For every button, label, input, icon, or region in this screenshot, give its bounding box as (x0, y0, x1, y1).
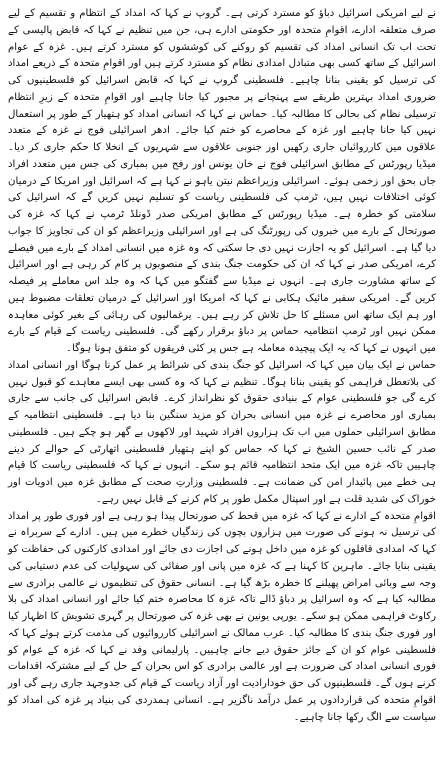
article-paragraph-1: نے لیے امریکی اسرائیل دباؤ کو مسترد کرتی ہے۔ گروپ نے کہا کہ امداد کے انتظام و تقسیم کے لیے صرف متعلقہ ادارے، اقوامِ متحدہ اور حکومتی ادارے ہی، جن میں تنظیم نے کہا کہ قابض پالیسی کے تحت اب تک انسانی امداد کی تقسیم کو روکنے کی کوششوں کو مسترد کرتے ہیں۔ غزہ کے عوام اسرائیل کے ساتھ کسی بھی متبادل امدادی نظام کو مسترد کرتے ہیں اور اقوامِ متحدہ کے ذریعے امداد کی ترسیل کو یقینی بنانا چاہیے۔ فلسطینی گروپ نے کہا کہ قابض اسرائیل کو فلسطینیوں کی ضروری امداد بہترین طریقے سے پہنچانے پر مجبور کیا جانا چاہیے اور اقوامِ متحدہ کے زیرِ انتظام ترسیلی نظام کی بحالی کا مطالبہ کیا۔ حماس نے کہا کہ انسانی امداد کو ہتھیار کے طور پر استعمال نہیں کیا جانا چاہیے اور غزہ کے محاصرے کو ختم کیا جائے۔ ادھر اسرائیلی فوج نے غزہ کے متعدد علاقوں میں کارروائیاں جاری رکھیں اور جنوبی علاقوں سے شہریوں کے انخلا کا حکم جاری کر دیا۔ میڈیا رپورٹس کے مطابق اسرائیلی فوج نے خان یونس اور رفح میں بمباری کی جس میں متعدد افراد جاں بحق اور زخمی ہوئے۔ اسرائیلی وزیراعظم نیتن یاہو نے کہا ہے کہ اسرائیل اور امریکا کے درمیان کوئی اختلافات نہیں ہیں، ٹرمپ کی فلسطینی ریاست کو تسلیم نہیں کریں گے کہ اسرائیل کی سلامتی کو خطرہ ہے۔ میڈیا رپورٹس کے مطابق امریکی صدر ڈونلڈ ٹرمپ نے کہا کہ غزہ کی صورتحال کے بارے میں خبروں کی رپورٹنگ کی ہے اور اسرائیلی وزیراعظم کو ان کی تجاویز کا جواب دیا گیا ہے۔ اسرائیل کو یہ اجازت نہیں دی جا سکتی کہ وہ غزہ میں انسانی امداد کے بارے میں فیصلے کرے، امریکی صدر نے کہا کہ ان کی حکومت جنگ بندی کے منصوبوں پر کام کر رہی ہے اور اسرائیل کے ساتھ مشاورت جاری ہے۔ انہوں نے میڈیا سے گفتگو میں کہا کہ وہ جلد اس معاملے پر فیصلہ کریں گے۔ امریکی سفیر مائیک ہکابی نے کہا کہ امریکا اور اسرائیل کے درمیان تعلقات مضبوط ہیں اور ہم ایک ساتھ اس مسئلے کا حل تلاش کر رہے ہیں۔ یرغمالیوں کی رہائی کے بغیر کوئی معاہدہ ممکن نہیں اور ٹرمپ انتظامیہ حماس پر دباؤ برقرار رکھے گی۔ فلسطینی ریاست کے قیام کے بارے میں انہوں نے کہا کہ یہ ایک پیچیدہ معاملہ ہے جس پر کئی فریقوں کو متفق ہونا ہوگا۔ (8, 8, 436, 354)
article-paragraph-2: حماس نے ایک بیان میں کہا کہ اسرائیل کو جنگ بندی کی شرائط پر عمل کرنا ہوگا اور انسانی امداد کی بلاتعطل فراہمی کو یقینی بنانا ہوگا۔ تنظیم نے کہا کہ وہ کسی بھی ایسے معاہدے کو قبول نہیں کرے گی جو فلسطینی عوام کے بنیادی حقوق کو نظرانداز کرے۔ قابض اسرائیل کی جانب سے جاری بمباری اور محاصرے نے غزہ میں انسانی بحران کو مزید سنگین بنا دیا ہے۔ فلسطینی انتظامیہ کے مطابق اسرائیلی حملوں میں اب تک ہزاروں افراد شہید اور لاکھوں بے گھر ہو چکے ہیں۔ فلسطینی صدر کے نائب حسین الشیخ نے کہا کہ حماس کو اپنے ہتھیار فلسطینی اتھارٹی کے حوالے کر دینے چاہییں تاکہ غزہ میں ایک متحد انتظامیہ قائم ہو سکے۔ انہوں نے کہا کہ فلسطینی ریاست کا قیام ہی خطے میں پائیدار امن کی ضمانت ہے۔ فلسطینی وزارتِ صحت کے مطابق غزہ میں ادویات اور خوراک کی شدید قلت ہے اور اسپتال مکمل طور پر کام کرنے کے قابل نہیں رہے۔ (8, 359, 436, 505)
article-body (8, 6, 436, 726)
article-paragraph-3: اقوامِ متحدہ کے ادارے نے کہا کہ غزہ میں قحط کی صورتحال پیدا ہو رہی ہے اور فوری طور پر امداد کی ترسیل نہ ہونے کی صورت میں ہزاروں بچوں کی زندگیاں خطرے میں ہیں۔ ادارے کے سربراہ نے کہا کہ امدادی قافلوں کو غزہ میں داخل ہونے کی اجازت دی جائے اور امدادی کارکنوں کی حفاظت کو یقینی بنایا جائے۔ ماہرین کا کہنا ہے کہ غزہ میں پانی اور صفائی کی سہولیات کی عدم دستیابی کی وجہ سے وبائی امراض پھیلنے کا خطرہ بڑھ گیا ہے۔ انسانی حقوق کی تنظیموں نے عالمی برادری سے مطالبہ کیا ہے کہ وہ اسرائیل پر دباؤ ڈالے تاکہ غزہ کا محاصرہ ختم کیا جائے اور انسانی امداد کی بلا رکاوٹ فراہمی ممکن ہو سکے۔ یورپی یونین نے بھی غزہ کی صورتحال پر گہری تشویش کا اظہار کیا اور فوری جنگ بندی کا مطالبہ کیا۔ عرب ممالک نے اسرائیلی کارروائیوں کی مذمت کرتے ہوئے کہا کہ فلسطینی عوام کو ان کے جائز حقوق دیے جانے چاہییں۔ پارلیمانی وفد نے کہا کہ غزہ کے عوام کو فوری انسانی امداد کی ضرورت ہے اور عالمی برادری کو اس بحران کے حل کے لیے مشترکہ اقدامات کرنے ہوں گے۔ فلسطینیوں کی حق خودارادیت اور آزاد ریاست کے قیام کی جدوجہد جاری رہے گی اور اقوامِ متحدہ کی قراردادوں پر عمل درآمد ناگزیر ہے۔ انسانی ہمدردی کی بنیاد پر غزہ کی امداد کو سیاست سے الگ رکھا جانا چاہیے۔ (8, 510, 436, 723)
